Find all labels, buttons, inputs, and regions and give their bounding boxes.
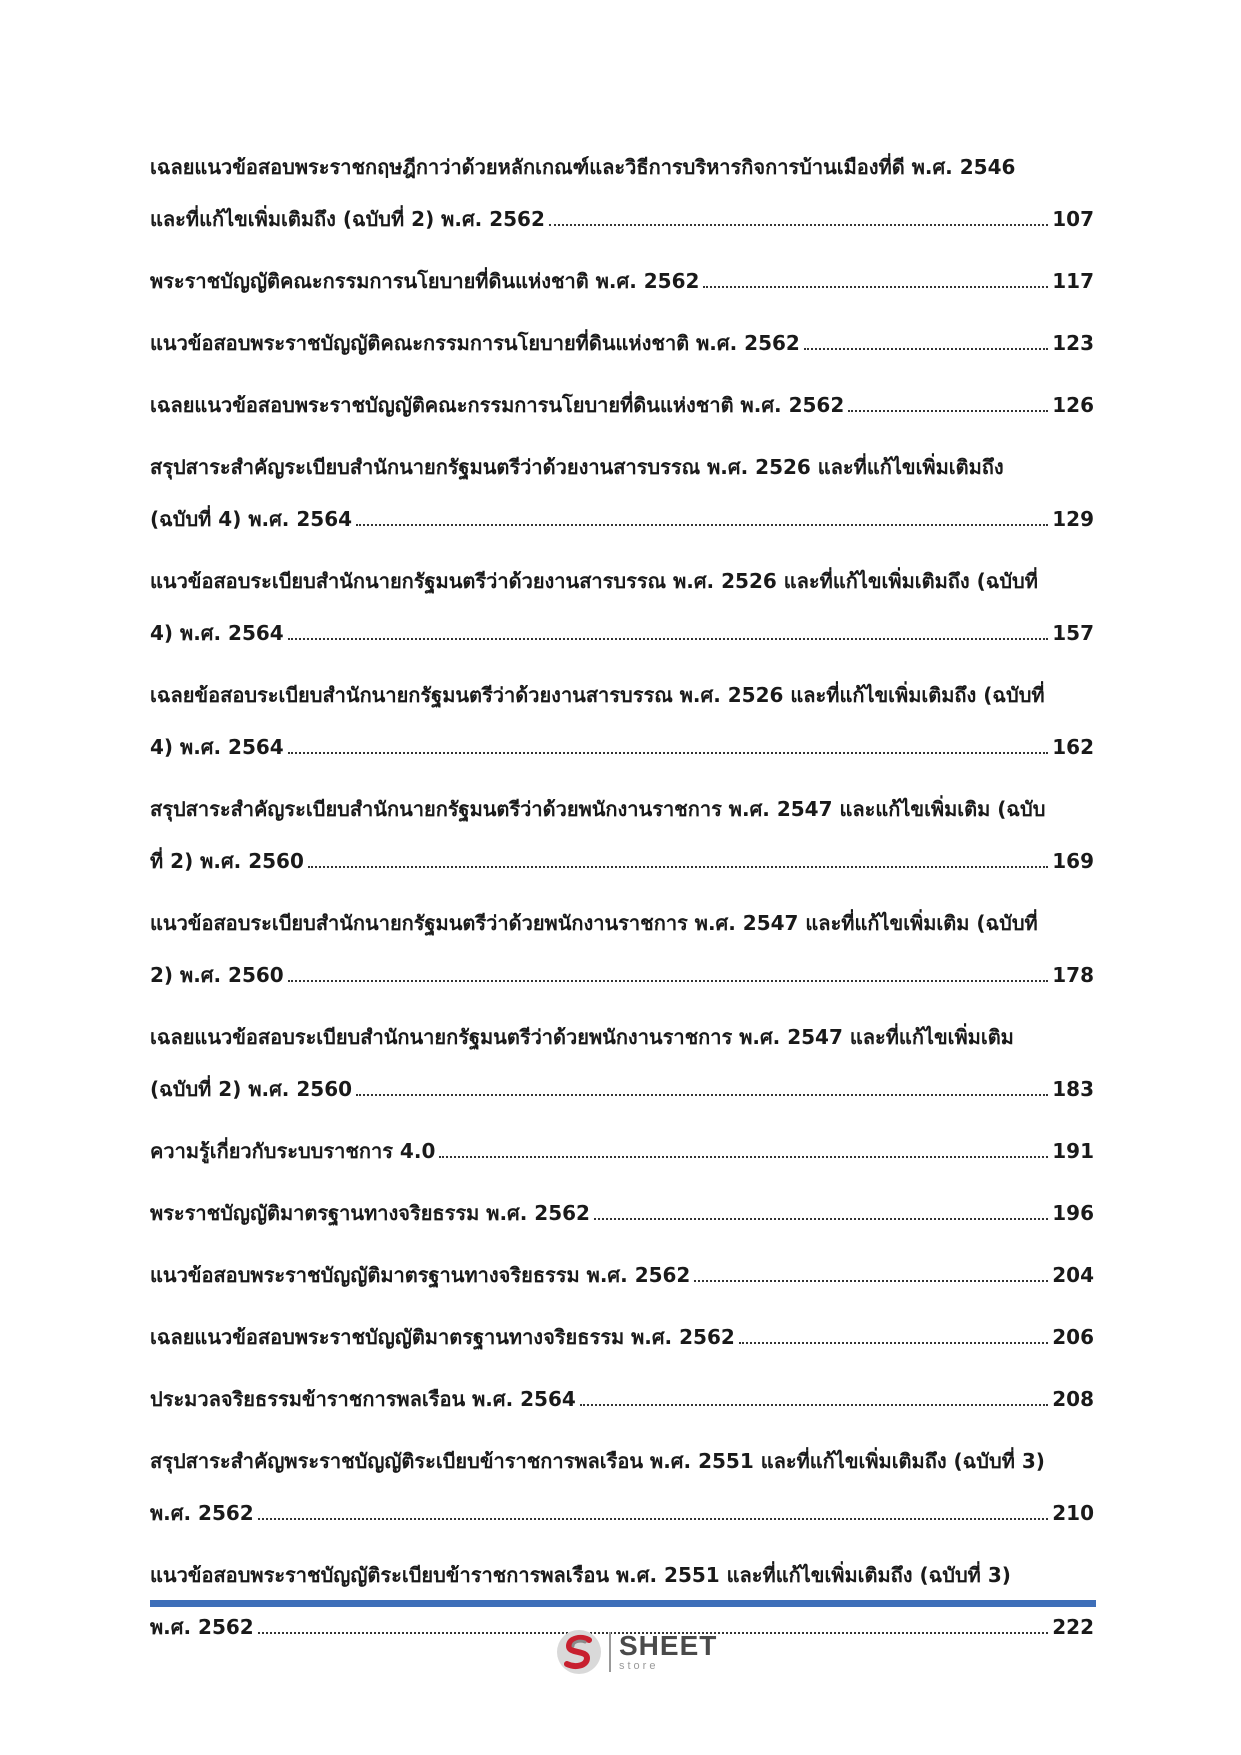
dot-leader xyxy=(594,1218,1048,1220)
dot-leader xyxy=(848,410,1048,412)
dot-leader xyxy=(694,1280,1048,1282)
toc-entry-title: 4) พ.ศ. 2564 xyxy=(150,735,284,759)
toc-entry[interactable] xyxy=(150,388,1094,422)
toc-entry-title-line1: แนวข้อสอบระเบียบสำนักนายกรัฐมนตรีว่าด้วยงานสารบรรณ พ.ศ. 2526 และที่แก้ไขเพิ่มเติมถึง (ฉบับที่ xyxy=(150,569,1038,593)
dot-leader xyxy=(258,1518,1049,1520)
toc-entry[interactable] xyxy=(150,1196,1094,1230)
toc-entry-title: พระราชบัญญัติคณะกรรมการนโยบายที่ดินแห่งชาติ พ.ศ. 2562 xyxy=(150,269,700,293)
toc-entry[interactable] xyxy=(150,450,1094,536)
dot-leader xyxy=(739,1342,1048,1344)
toc-entry-title: 2) พ.ศ. 2560 xyxy=(150,963,284,987)
toc-entry-title-line1: แนวข้อสอบระเบียบสำนักนายกรัฐมนตรีว่าด้วยพนักงานราชการ พ.ศ. 2547 และที่แก้ไขเพิ่มเติม (ฉบับที่ xyxy=(150,911,1038,935)
dot-leader xyxy=(308,866,1048,868)
dot-leader xyxy=(356,524,1048,526)
toc-entry[interactable] xyxy=(150,1258,1094,1292)
toc-entry-row xyxy=(150,326,1094,360)
toc-entry[interactable] xyxy=(150,906,1094,992)
toc-entry[interactable] xyxy=(150,264,1094,298)
toc-entry-title-line1: สรุปสาระสำคัญระเบียบสำนักนายกรัฐมนตรีว่าด้วยพนักงานราชการ พ.ศ. 2547 และแก้ไขเพิ่มเติม (ฉบับ xyxy=(150,797,1046,821)
toc-entry-title-line1: สรุปสาระสำคัญระเบียบสำนักนายกรัฐมนตรีว่าด้วยงานสารบรรณ พ.ศ. 2526 และที่แก้ไขเพิ่มเติมถึง xyxy=(150,455,1004,479)
toc-entry-row xyxy=(150,1496,1094,1530)
dot-leader xyxy=(288,980,1049,982)
toc-entry-page-number: 208 xyxy=(1052,1387,1094,1411)
toc-entry-title-line1: เฉลยแนวข้อสอบระเบียบสำนักนายกรัฐมนตรีว่าด้วยพนักงานราชการ พ.ศ. 2547 และที่แก้ไขเพิ่มเติม xyxy=(150,1025,1014,1049)
toc-entry[interactable] xyxy=(150,678,1094,764)
toc-entry-title: เฉลยแนวข้อสอบพระราชบัญญัติมาตรฐานทางจริยธรรม พ.ศ. 2562 xyxy=(150,1325,735,1349)
toc-entry[interactable] xyxy=(150,564,1094,650)
dot-leader xyxy=(580,1404,1048,1406)
toc-entry-page-number: 129 xyxy=(1052,507,1094,531)
toc-entry-page-number: 123 xyxy=(1052,331,1094,355)
toc-entry-title: (ฉบับที่ 2) พ.ศ. 2560 xyxy=(150,1077,353,1101)
toc-entry-row xyxy=(150,202,1094,236)
toc-entry-row xyxy=(150,730,1094,764)
toc-entry-page-number: 126 xyxy=(1052,393,1094,417)
toc-entry-title: พ.ศ. 2562 xyxy=(150,1615,254,1639)
toc-entry-page-number: 206 xyxy=(1052,1325,1094,1349)
toc-entry-row xyxy=(150,502,1094,536)
toc-entry-row xyxy=(150,616,1094,650)
table-of-contents xyxy=(150,150,1094,1672)
logo-separator xyxy=(609,1632,611,1672)
toc-entry-page-number: 210 xyxy=(1052,1501,1094,1525)
toc-entry-title: ประมวลจริยธรรมข้าราชการพลเรือน พ.ศ. 2564 xyxy=(150,1387,576,1411)
toc-entry-row xyxy=(150,1382,1094,1416)
toc-entry-title: แนวข้อสอบพระราชบัญญัติมาตรฐานทางจริยธรรม พ.ศ. 2562 xyxy=(150,1263,691,1287)
toc-entry-page-number: 107 xyxy=(1052,207,1094,231)
sheet-store-logo-icon xyxy=(555,1628,603,1676)
toc-entry-row xyxy=(150,388,1094,422)
footer-rule xyxy=(150,1600,1096,1607)
logo-text xyxy=(619,1632,717,1672)
logo-main-text: SHEET xyxy=(619,1630,718,1661)
toc-entry-page-number: 117 xyxy=(1052,269,1094,293)
toc-entry-row xyxy=(150,1134,1094,1168)
toc-entry-row xyxy=(150,1320,1094,1354)
toc-entry-page-number: 183 xyxy=(1052,1077,1094,1101)
toc-entry-page-number: 196 xyxy=(1052,1201,1094,1225)
toc-entry-row xyxy=(150,958,1094,992)
toc-entry-page-number: 169 xyxy=(1052,849,1094,873)
dot-leader xyxy=(288,752,1049,754)
toc-entry[interactable] xyxy=(150,1444,1094,1530)
toc-entry[interactable] xyxy=(150,326,1094,360)
logo-sub-text: store xyxy=(619,1660,659,1672)
toc-entry-title: ที่ 2) พ.ศ. 2560 xyxy=(150,849,304,873)
toc-entry-title: ความรู้เกี่ยวกับระบบราชการ 4.0 xyxy=(150,1139,436,1163)
toc-entry-row xyxy=(150,264,1094,298)
dot-leader xyxy=(288,638,1049,640)
toc-entry[interactable] xyxy=(150,1134,1094,1168)
toc-entry-title: เฉลยแนวข้อสอบพระราชบัญญัติคณะกรรมการนโยบายที่ดินแห่งชาติ พ.ศ. 2562 xyxy=(150,393,845,417)
dot-leader xyxy=(549,224,1048,226)
toc-entry-title: และที่แก้ไขเพิ่มเติมถึง (ฉบับที่ 2) พ.ศ. 2562 xyxy=(150,207,545,231)
toc-entry-row xyxy=(150,1072,1094,1106)
dot-leader xyxy=(356,1094,1048,1096)
toc-entry-title: 4) พ.ศ. 2564 xyxy=(150,621,284,645)
toc-entry-page-number: 157 xyxy=(1052,621,1094,645)
toc-entry-page-number: 162 xyxy=(1052,735,1094,759)
toc-entry[interactable] xyxy=(150,1320,1094,1354)
toc-entry-title: พ.ศ. 2562 xyxy=(150,1501,254,1525)
toc-entry-title-line1: สรุปสาระสำคัญพระราชบัญญัติระเบียบข้าราชการพลเรือน พ.ศ. 2551 และที่แก้ไขเพิ่มเติมถึง (ฉบับที่ 3) xyxy=(150,1449,1045,1473)
toc-entry[interactable] xyxy=(150,150,1094,236)
toc-entry-page-number: 191 xyxy=(1052,1139,1094,1163)
toc-entry-row xyxy=(150,1258,1094,1292)
toc-entry-title-line1: เฉลยแนวข้อสอบพระราชกฤษฎีกาว่าด้วยหลักเกณฑ์และวิธีการบริหารกิจการบ้านเมืองที่ดี พ.ศ. 2546 xyxy=(150,155,1016,179)
toc-entry[interactable] xyxy=(150,1382,1094,1416)
toc-entry-title-line1: เฉลยข้อสอบระเบียบสำนักนายกรัฐมนตรีว่าด้วยงานสารบรรณ พ.ศ. 2526 และที่แก้ไขเพิ่มเติมถึง (ฉบับที่ xyxy=(150,683,1045,707)
toc-entry-title: แนวข้อสอบพระราชบัญญัติคณะกรรมการนโยบายที่ดินแห่งชาติ พ.ศ. 2562 xyxy=(150,331,800,355)
toc-entry-page-number: 178 xyxy=(1052,963,1094,987)
toc-entry-title: (ฉบับที่ 4) พ.ศ. 2564 xyxy=(150,507,353,531)
dot-leader xyxy=(804,348,1048,350)
toc-entry-row xyxy=(150,844,1094,878)
dot-leader xyxy=(703,286,1048,288)
toc-entry-page-number: 204 xyxy=(1052,1263,1094,1287)
toc-entry-page-number: 222 xyxy=(1052,1615,1094,1639)
toc-entry-title-line1: แนวข้อสอบพระราชบัญญัติระเบียบข้าราชการพลเรือน พ.ศ. 2551 และที่แก้ไขเพิ่มเติมถึง (ฉบับที่ 3) xyxy=(150,1563,1011,1587)
dot-leader xyxy=(439,1156,1048,1158)
toc-entry[interactable] xyxy=(150,792,1094,878)
toc-entry[interactable] xyxy=(150,1020,1094,1106)
sheet-store-logo xyxy=(555,1625,725,1679)
toc-entry-title: พระราชบัญญัติมาตรฐานทางจริยธรรม พ.ศ. 2562 xyxy=(150,1201,590,1225)
toc-entry-row xyxy=(150,1196,1094,1230)
